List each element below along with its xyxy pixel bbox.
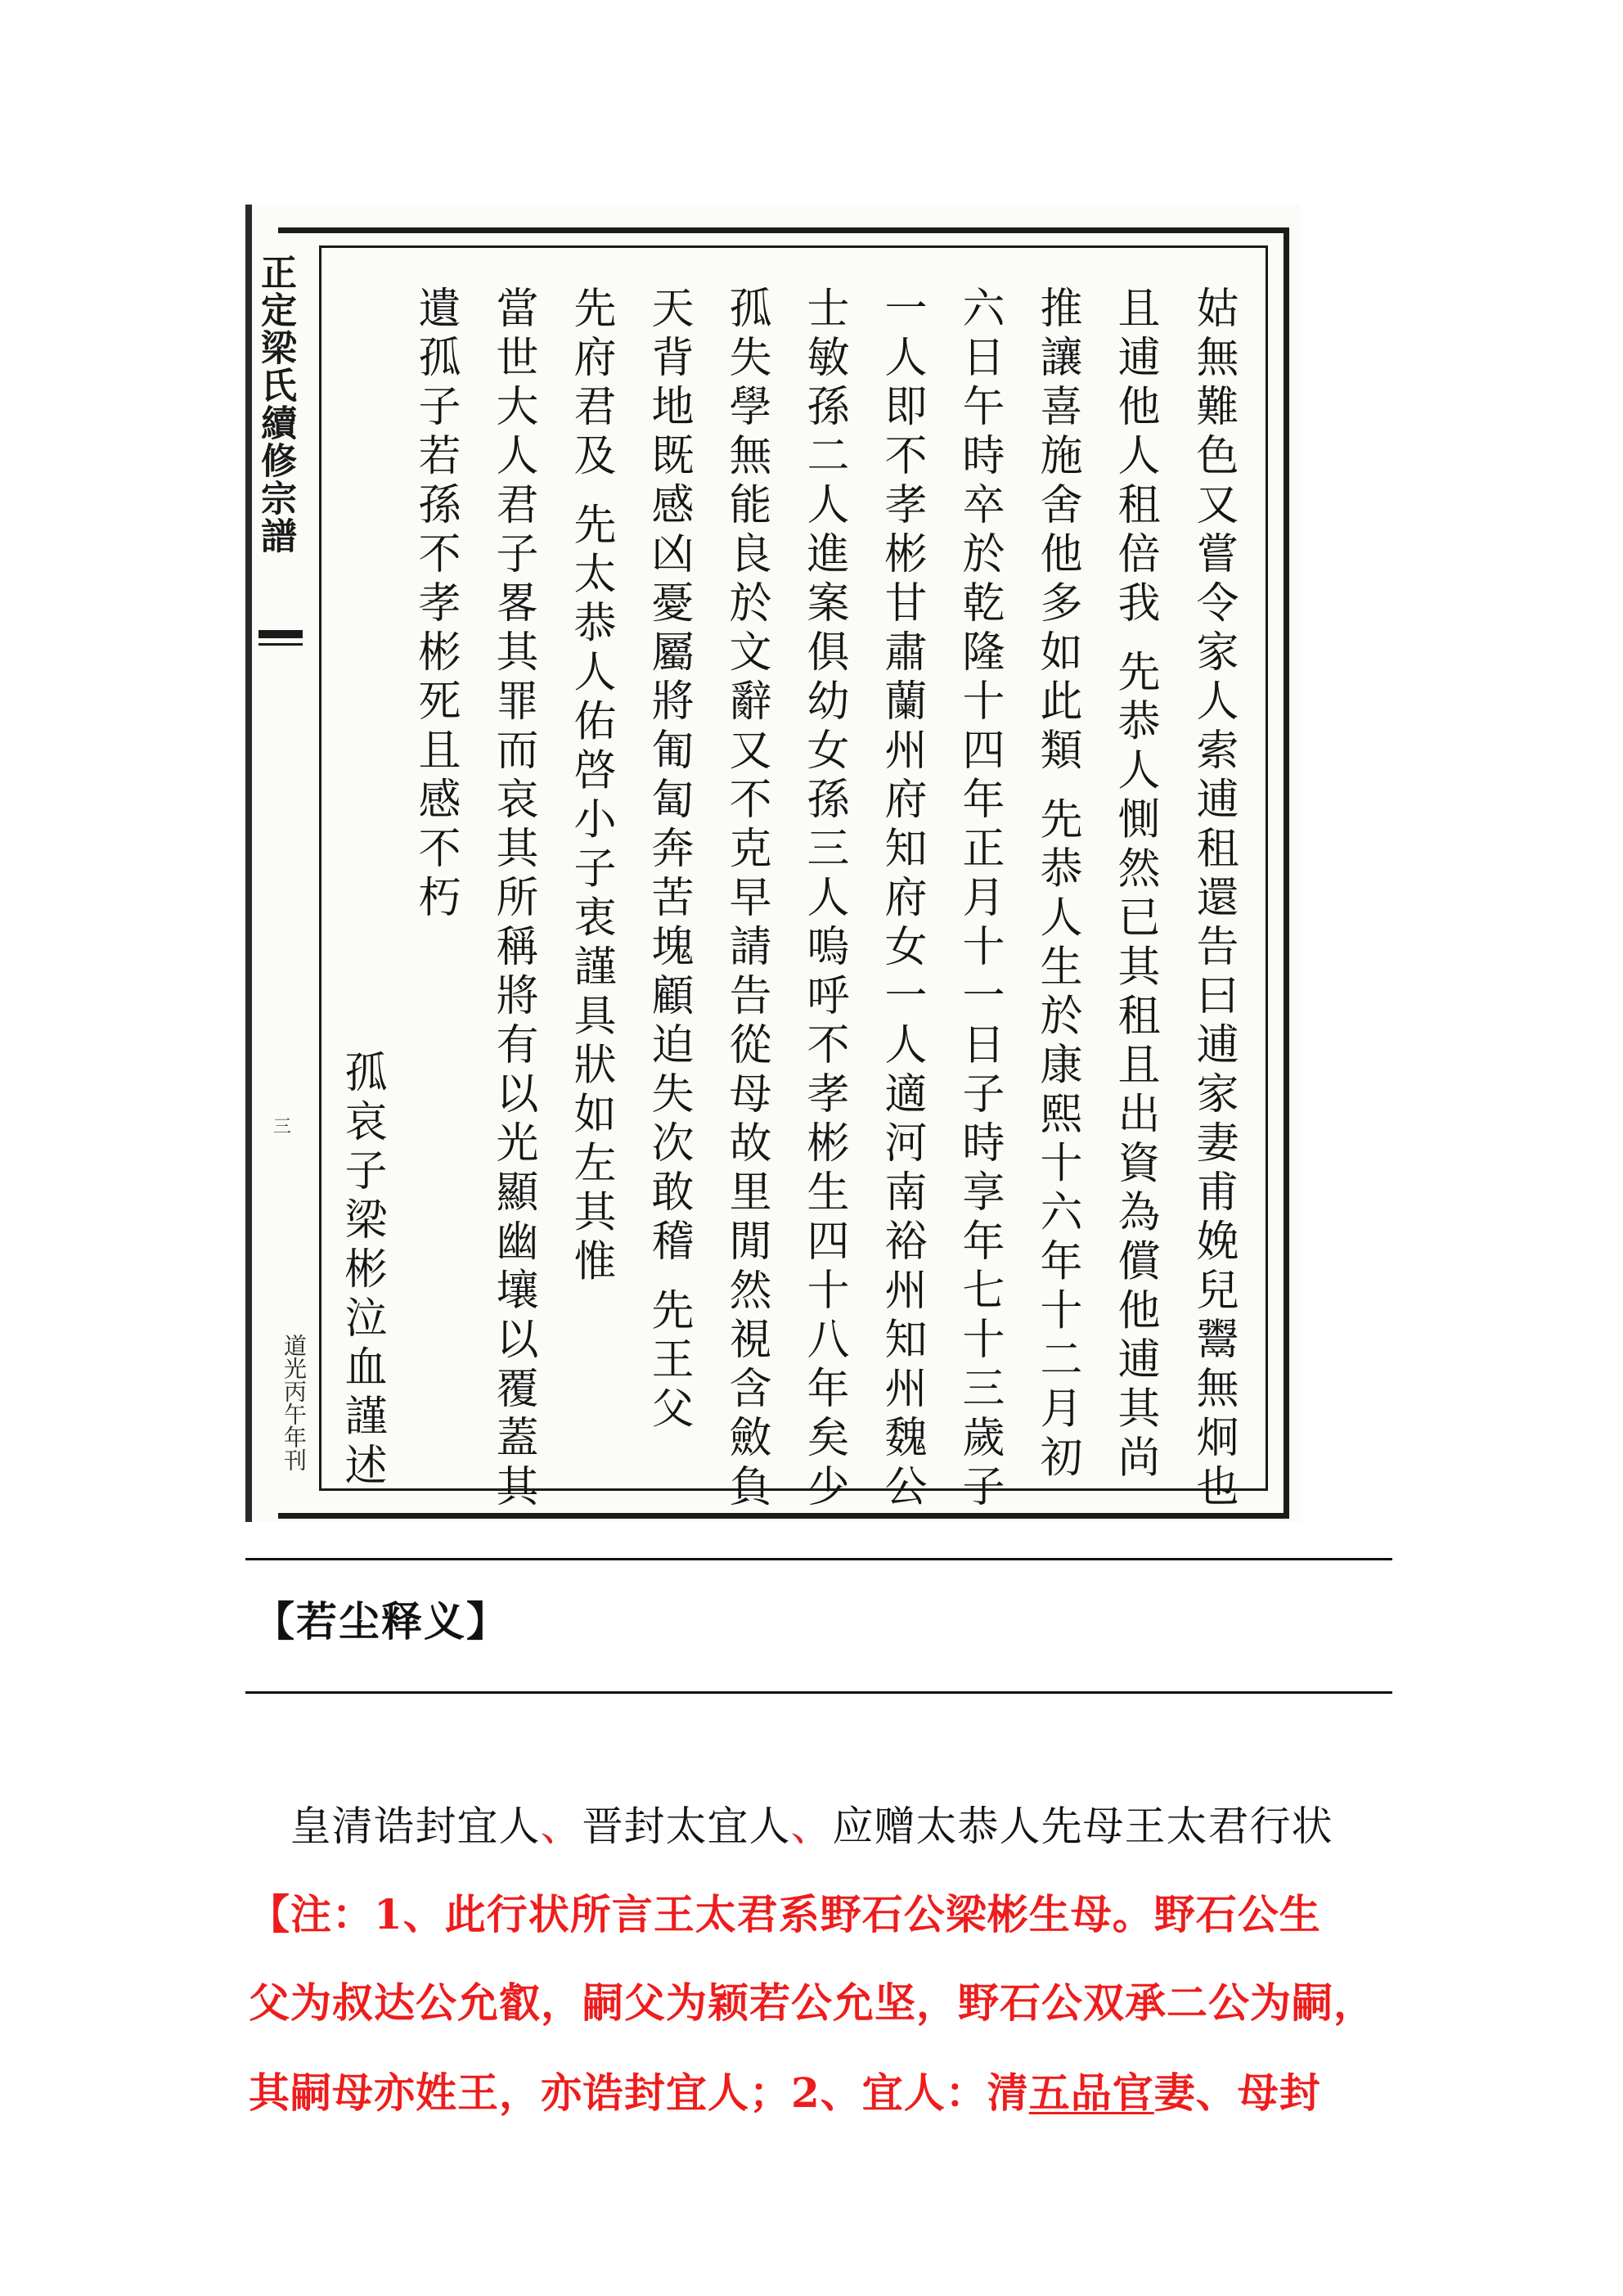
- page-frame-inner: [319, 245, 1268, 1513]
- text-column: 姑無難色又嘗令家人索逋租還告曰逋家妻甫娩兒鬻無炯也: [1189, 286, 1238, 1513]
- signature-column: 孤哀子梁彬泣血謹述: [337, 1050, 386, 1492]
- note-text: 父为叔达公允叡，嗣父为颖若公允坚，野石公双承二公为嗣，: [249, 1979, 1375, 2027]
- document-title: [0, 1794, 1623, 1853]
- text-column: 且逋他人租倍我 先恭人惻然已其租且出資為償他逋其尚: [1110, 286, 1159, 1484]
- note-text: 其嗣母亦姓王，亦诰封宜人；2、宜人：清: [249, 2069, 1029, 2117]
- text-column: 士敏孫二人進案俱幼女孫三人嗚呼不孝彬生四十八年矣少: [799, 286, 848, 1513]
- text-column: 一人即不孝彬甘肅蘭州府知府女一人適河南裕州知州魏公: [877, 286, 926, 1513]
- title-separator: 、: [540, 1803, 582, 1850]
- spine-edition-mark: 道光丙午年刊: [281, 1334, 308, 1471]
- note-text: 妻、母封: [1153, 2069, 1321, 2117]
- divider-bottom: [245, 1691, 1392, 1694]
- title-part: 皇清诰封宜人: [290, 1803, 541, 1850]
- divider-top: [245, 1558, 1392, 1560]
- title-part: 应赠太恭人先母王太君行状: [832, 1803, 1333, 1850]
- text-column: 推讓喜施舍他多如此類 先恭人生於康熙十六年十二月初: [1032, 286, 1081, 1484]
- note-line: [249, 1970, 1394, 2029]
- text-column: 當世大人君子畧其罪而哀其所稱將有以光顯幽壤以覆蓋其: [488, 286, 537, 1513]
- text-column: 遺孤子若孫不孝彬死且感不朽: [411, 286, 460, 924]
- note-line: [249, 1882, 1394, 1941]
- section-heading: 【若尘释义】: [254, 1597, 509, 1645]
- spine-title: 正定梁氏續修宗譜: [254, 254, 296, 555]
- text-column: 先府君及 先太恭人佑啓小子衷謹具狀如左其惟: [566, 286, 615, 1288]
- note-underlined-term: 五品官: [1028, 2069, 1154, 2117]
- text-column: 六日午時卒於乾隆十四年正月十一日子時享年七十三歲子: [955, 286, 1004, 1513]
- spine-page-number: 三: [273, 1117, 292, 1137]
- scanned-genealogy-page: [245, 205, 1301, 1522]
- text-column: 天背地既感凶憂屬將匍匐奔苦塊顧迫失次敢稽 先王父: [644, 286, 693, 1435]
- text-column: 孤失學無能良於文辭又不克早請告從母故里閒然視含斂負: [722, 286, 771, 1513]
- note-line: [249, 2060, 1394, 2119]
- title-separator: 、: [790, 1803, 833, 1850]
- scan-binding-edge: [245, 205, 252, 1522]
- title-part: 晋封太宜人: [582, 1803, 791, 1850]
- note-text: 【注：1、此行状所言王太君系野石公梁彬生母。野石公生: [249, 1890, 1321, 1938]
